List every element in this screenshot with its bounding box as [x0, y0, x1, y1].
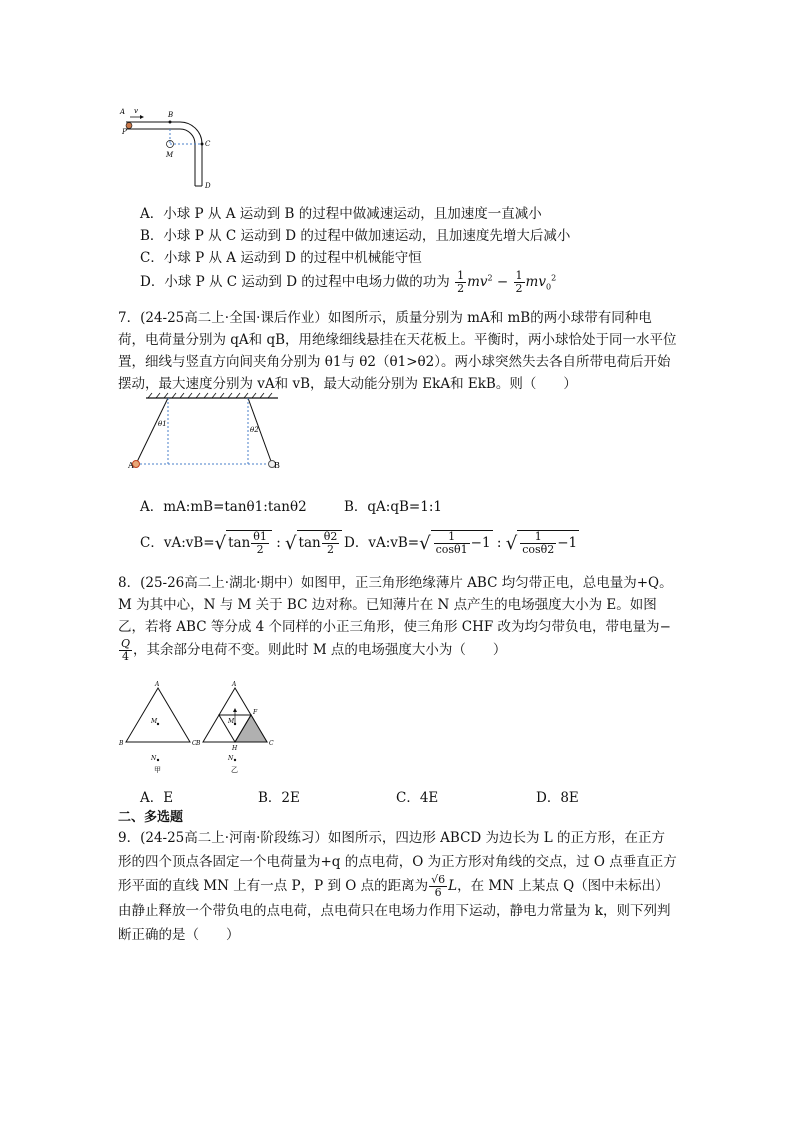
q8-option-a: A．E	[140, 790, 174, 806]
q6-label-d: D	[205, 182, 211, 190]
q8-yi-label-c: C	[269, 740, 274, 747]
q8-stem-tail: ，其余部分电荷不变。则此时 M 点的电场强度大小为（ ）	[133, 642, 507, 658]
q6-figure	[118, 104, 218, 190]
q9-stem-part2: ，在 MN 上某点 Q（图中未标出）由静止释放一个带负电的点电荷，点电荷只在电场力作用下运动，静电力常量为 k，则下列判断正确的是（ ）	[118, 878, 671, 943]
q8-jia-caption: 甲	[154, 766, 161, 774]
q8-option-b: B．2E	[258, 790, 300, 806]
q6-label-p: P	[122, 128, 127, 136]
q7-option-b: B．qA:qB=1:1	[344, 499, 442, 515]
q8-stem-text: 8．(25-26高二上·湖北·期中）如图甲，正三角形绝缘薄片 ABC 均匀带正电，总电量为+Q。M 为其中心，N 与 M 关于 BC 边对称。已知薄片在 N 点产生的电场强度大小为 E。如图乙，若将 ABC 等分成 4 个同样的小正三角形，使三角形 CHF 改为均匀带负电，带电量为	[118, 575, 673, 635]
q8-jia-label-b: B	[119, 740, 124, 747]
q8-yi-label-a: A	[232, 681, 237, 688]
q7-figure	[118, 392, 298, 484]
q8-jia-label-a: A	[155, 681, 160, 688]
q7-label-a: A	[128, 461, 134, 470]
q8-yi-label-b: B	[196, 740, 201, 747]
q7-stem: 7．(24-25高二上·全国·课后作业）如图所示，质量分别为 mA和 mB的两小球带有同种电荷，电荷量分别为 qA和 qB，用绝缘细线悬挂在天花板上。平衡时，两小球恰处于同一水平位置，细线与竖直方向间夹角分别为 θ1与 θ2（θ1>θ2）。两小球突然失去各自所带电荷后开始摆动，最大速度分别为 vA和 vB，最大动能分别为 EkA和 EkB。则（ ）	[118, 310, 677, 392]
q8-stem: 8．(25-26高二上·湖北·期中）如图甲，正三角形绝缘薄片 ABC 均匀带正电，总电量为+Q。M 为其中心，N 与 M 关于 BC 边对称。已知薄片在 N 点产生的电场强度大小为 E。如图乙，若将 ABC 等分成 4 个同样的小正三角形，使三角形 CHF 改为均匀带负电，带电量为− $\frac{Q}{4}$ ，其余部分电荷不变。则此时 M 点的电场强度大小为（ ）	[118, 575, 673, 663]
q6-label-c: C	[205, 140, 211, 148]
q6-label-v: v	[134, 107, 138, 115]
q7-option-d: D．vA:vB=√ $\frac{1}{\cos\theta 1}$ −1 : √ $\frac{1}{\cos\theta 2}$ −1	[344, 530, 578, 556]
q7-option-a: A．mA:mB=tanθ1:tanθ2	[140, 499, 307, 515]
section-header-multi-choice: 二、多选题	[118, 810, 184, 825]
q7-option-d-prefix: D．vA:vB=	[344, 535, 420, 551]
q8-option-c: C．4E	[396, 790, 439, 806]
q7-label-theta1: θ1	[158, 420, 167, 428]
q8-yi-label-n: N	[228, 755, 234, 762]
q6-label-m: M	[166, 151, 174, 159]
q7-option-c: C．vA:vB=√ tan $\frac{\theta 1}{2}$ : √ tan $\frac{\theta 2}{2}$	[140, 530, 342, 556]
q8-jia-label-n: N	[151, 755, 157, 762]
q7-label-b: B	[274, 461, 280, 470]
q6-option-a: A．小球 P 从 A 运动到 B 的过程中做减速运动，且加速度一直减小	[140, 206, 542, 222]
q6-option-d-prefix: D．小球 P 从 C 运动到 D 的过程中电场力做的功为	[140, 274, 450, 290]
q6-option-c: C．小球 P 从 A 运动到 D 的过程中机械能守恒	[140, 250, 422, 266]
q8-jia-label-c: C	[192, 740, 197, 747]
q6-option-b: B．小球 P 从 C 运动到 D 的过程中做加速运动，且加速度先增大后减小	[140, 228, 571, 244]
q9-stem-part1: 9．(24-25高二上·河南·阶段练习）如图所示，四边形 ABCD 为边长为 L 的正方形，在正方形的四个顶点各固定一个电荷量为+q 的点电荷，O 为正方形对角线的交点，过 O 点垂直正方形平面的直线 MN 上有一点 P，P 到 O 点的距离为	[118, 830, 677, 894]
q8-option-d: D．8E	[536, 790, 579, 806]
q8-yi-label-f: F	[253, 709, 258, 716]
q6-label-b: B	[168, 111, 174, 119]
q9-stem: 9．(24-25高二上·河南·阶段练习）如图所示，四边形 ABCD 为边长为 L 的正方形，在正方形的四个顶点各固定一个电荷量为+q 的点电荷，O 为正方形对角线的交点，过 O 点垂直正方形平面的直线 MN 上有一点 P，P 到 O 点的距离为 $\frac{√6}{6}$ L，在 MN 上某点 Q（图中未标出）由静止释放一个带负电的点电荷，点电荷只在电场力作用下运动，静电力常量为 k，则下列判断正确的是（ ）	[118, 830, 677, 943]
q8-yi-caption: 乙	[231, 766, 238, 774]
q8-yi-label-m: M	[228, 718, 235, 725]
q8-yi-label-h: H	[232, 745, 238, 752]
q7-label-theta2: θ2	[250, 426, 259, 434]
q7-option-c-prefix: C．vA:vB=	[140, 535, 215, 551]
q8-jia-label-m: M	[151, 718, 158, 725]
q6-label-a: A	[120, 108, 126, 116]
q8-figure	[118, 680, 288, 782]
q6-option-d: D．小球 P 从 C 运动到 D 的过程中电场力做的功为 $\frac{1}{2}$ $mv^2$ − $\frac{1}{2}$ $mv_0^2$	[140, 269, 557, 295]
